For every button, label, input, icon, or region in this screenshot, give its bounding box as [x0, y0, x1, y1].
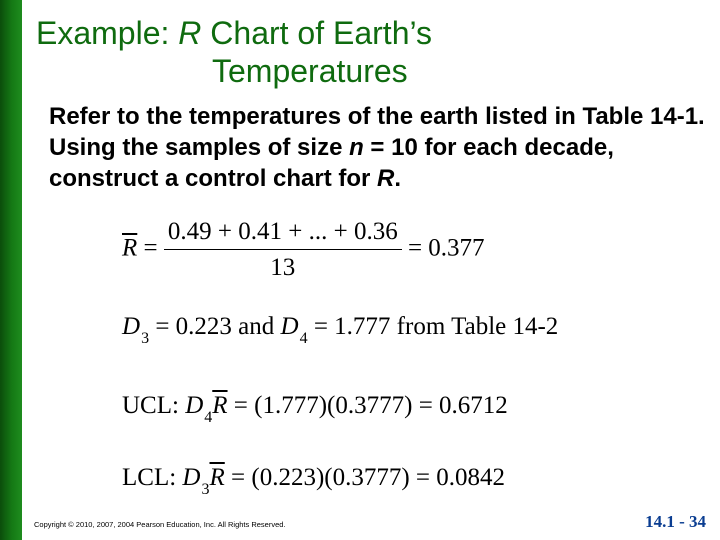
lcl-label: LCL:: [122, 464, 183, 491]
d4-value: = 1.777 from Table 14-2: [307, 313, 559, 340]
rbar-lhs: $\overline{R}$: [122, 234, 138, 262]
lcl-rbar: $\overline{R}$: [209, 464, 225, 491]
d-values-line: [122, 313, 559, 347]
title-italic-r: R: [178, 15, 202, 51]
lcl-expression: = (0.223)(0.3777) = 0.0842: [224, 464, 506, 491]
rbar-denominator: 13: [270, 254, 296, 281]
ucl-d-symbol: D: [185, 392, 204, 419]
body-paragraph: [49, 101, 709, 194]
d3-value: = 0.223 and: [149, 313, 281, 340]
ucl-line: [122, 392, 508, 426]
lcl-line: [122, 464, 506, 498]
lcl-d-subscript: 3: [201, 481, 210, 498]
body-part2: = 10 for each decade, construct a control chart for: [49, 134, 614, 192]
ucl-rbar: $\overline{R}$: [212, 392, 228, 419]
title-rest: Chart of Earth’s: [201, 15, 433, 51]
lcl-d-symbol: D: [182, 464, 201, 491]
d3-symbol: D: [122, 313, 141, 340]
d4-symbol: D: [280, 313, 299, 340]
rbar-numerator: 0.49 + 0.41 + ... + 0.36: [164, 218, 402, 250]
rbar-fraction: [164, 218, 402, 282]
rbar-equals: =: [143, 234, 158, 262]
page-number: 14.1 - 34: [645, 512, 706, 531]
body-n: n: [349, 134, 364, 161]
rbar-result: = 0.377: [407, 234, 485, 262]
d4-subscript: 4: [299, 330, 308, 347]
sidebar-accent-bar: [0, 0, 22, 540]
d3-subscript: 3: [141, 330, 150, 347]
body-r: R: [377, 165, 395, 192]
title-prefix: Example:: [36, 15, 179, 51]
ucl-label: UCL:: [122, 392, 186, 419]
rbar-equation: [122, 218, 485, 282]
copyright-footer: Copyright © 2010, 2007, 2004 Pearson Education, Inc. All Rights Reserved.: [34, 520, 286, 529]
body-end: .: [394, 165, 402, 192]
ucl-expression: = (1.777)(0.3777) = 0.6712: [227, 392, 508, 419]
slide-title: [36, 14, 706, 90]
body-part1: Refer to the temperatures of the earth listed in Table 14-1. Using the samples of size: [49, 103, 705, 161]
title-line2: Temperatures: [212, 53, 408, 89]
ucl-d-subscript: 4: [204, 409, 213, 426]
